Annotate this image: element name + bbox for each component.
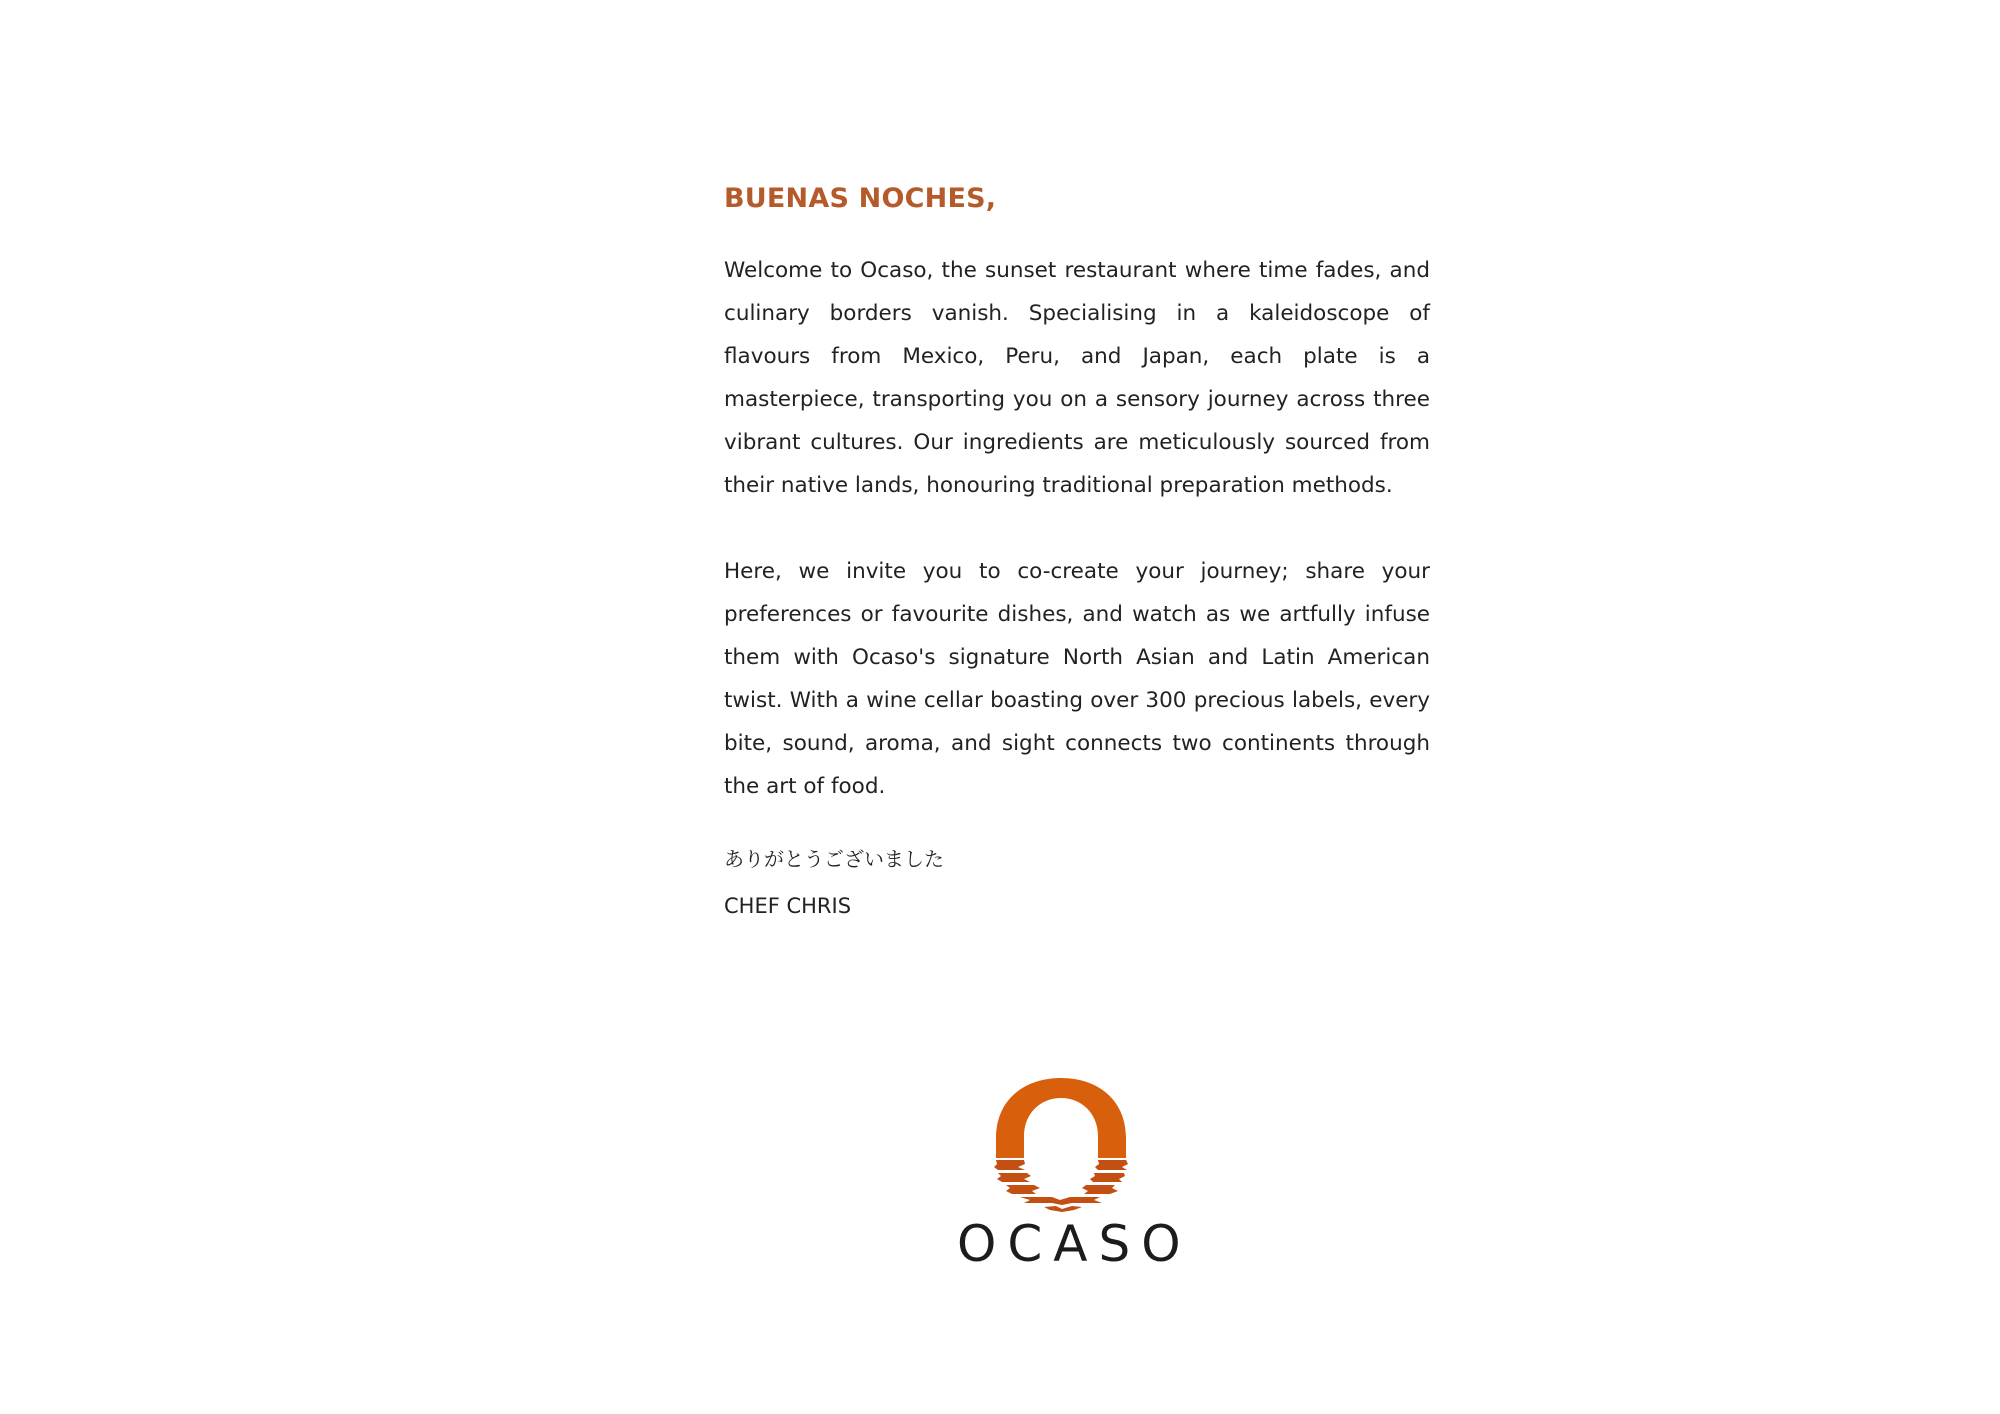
- greeting-heading: BUENAS NOCHES,: [724, 183, 997, 214]
- thank-you-note: ありがとうございました: [724, 847, 944, 871]
- chef-signature: CHEF CHRIS: [724, 894, 852, 918]
- intro-paragraph: Welcome to Ocaso, the sunset restaurant where time fades, and culinary borders vanish. Specialising in a kaleidoscope of flavours from Mexico, Peru, and Japan, each plate is a masterpiece, transporting you on a sensory journey across three vibrant cultures. Our ingredients are meticulously sourced from their native lands, honouring traditional preparation methods.: [724, 258, 1430, 498]
- invitation-paragraph: Here, we invite you to co-create your journey; share your preferences or favourite dishes, and watch as we artfully infuse them with Ocaso's signature North Asian and Latin American twist. With a wine cellar boasting over 300 precious labels, every bite, sound, aroma, and sight connects two continents through the art of food.: [724, 559, 1430, 799]
- ocaso-wordmark: OCASO: [957, 1215, 1192, 1273]
- ocaso-logo: [946, 1076, 1192, 1276]
- sunset-o-icon: [994, 1076, 1128, 1212]
- welcome-letter: [724, 178, 1430, 921]
